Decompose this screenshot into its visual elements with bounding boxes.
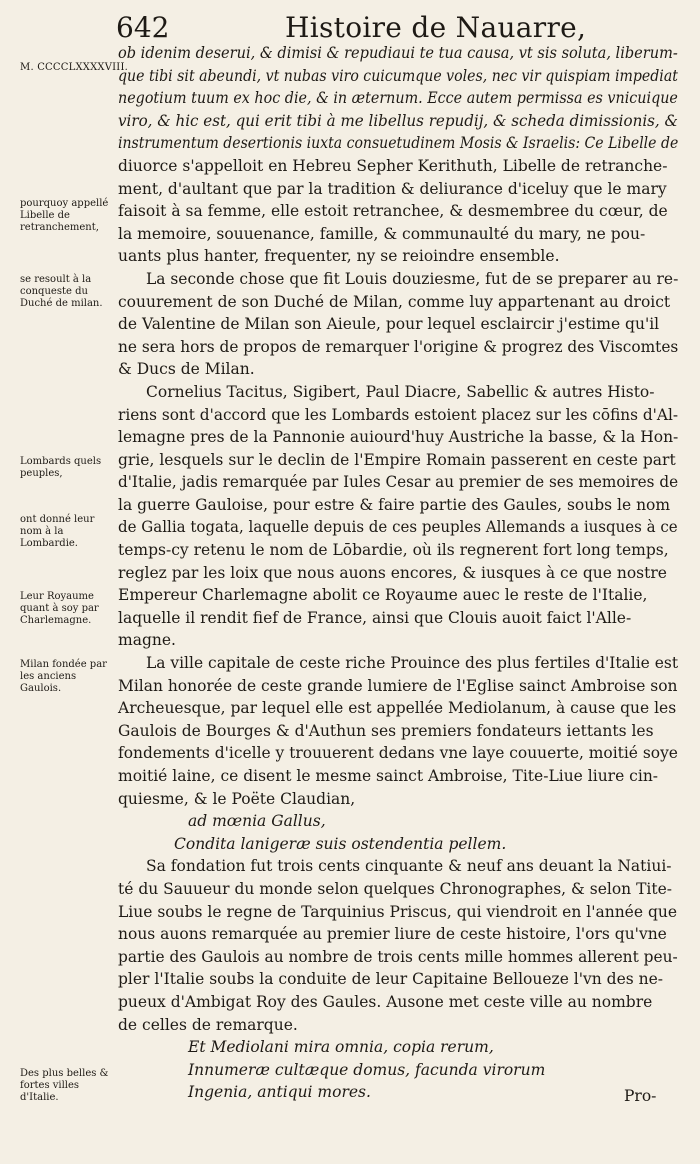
text-line: uants plus hanter, frequenter, ny se reioindre ensemble.	[118, 247, 560, 266]
margin-year: M. CCCCLXXXXVIII.	[20, 62, 128, 73]
text-line: negotium tuum ex hoc die, & in æternum. Ecce autem permissa es vnicuique	[118, 89, 678, 108]
verse-line: Condita lanigeræ suis ostendentia pellem.	[174, 834, 507, 853]
margin-note: Leur Royaume quant à soy par Charlemagne.	[20, 591, 99, 626]
text-line: Archeuesque, par lequel elle est appellée Mediolanum, à cause que les	[118, 699, 677, 718]
text-line: d'Italie, jadis remarquée par Iules Cesar au premier de ses memoires de	[118, 473, 679, 492]
text-line: reglez par les loix que nous auons encores, & iusques à ce que nostre	[118, 563, 667, 582]
text-line: partie des Gaulois au nombre de trois cents mille hommes allerent peu-	[118, 947, 678, 966]
margin-note: pourquoy appellé Libelle de retranchement,	[20, 198, 109, 233]
text-line: de celles de remarque.	[118, 1015, 298, 1034]
text-line: ne sera hors de propos de remarquer l'origine & progrez des Viscomtes	[118, 337, 679, 356]
text-line: La ville capitale de ceste riche Prouince des plus fertiles d'Italie est	[145, 654, 679, 673]
text-line: pueux d'Ambigat Roy des Gaules. Ausone met ceste ville au nombre	[118, 992, 653, 1011]
text-line: que tibi sit abeundi, vt nubas viro cuicumque voles, nec vir quispiam impediat	[118, 66, 678, 85]
text-line: la guerre Gauloise, pour estre & faire partie des Gaules, soubs le nom	[118, 495, 671, 514]
text-line: couurement de son Duché de Milan, comme luy appartenant au droict	[118, 292, 671, 311]
text-line: grie, lesquels sur le declin de l'Empire Romain passerent en ceste part	[118, 450, 676, 469]
margin-note: Milan fondée par les anciens Gaulois.	[20, 659, 107, 694]
text-line: instrumentum desertionis iuxta consuetudinem Mosis & Israelis: Ce Libelle de	[118, 134, 679, 153]
text-line: ob idenim deserui, & dimisi & repudiaui te tua causa, vt sis soluta, liberum-	[118, 44, 678, 62]
text-line: viro, & hic est, qui erit tibi à me libellus repudij, & scheda dimissionis, &	[118, 111, 678, 130]
text-line: Empereur Charlemagne abolit ce Royaume auec le reste de l'Italie,	[118, 586, 648, 605]
text-line: magne.	[118, 631, 176, 650]
margin-note: ont donné leur nom à la Lombardie.	[20, 514, 95, 549]
text-line: de Valentine de Milan son Aieule, pour lequel esclaircir j'estime qu'il	[118, 315, 660, 334]
text-line: de Gallia togata, laquelle depuis de ces peuples Allemands a iusques à ce	[118, 518, 678, 537]
text-line: Milan honorée de ceste grande lumiere de l'Eglise sainct Ambroise son	[118, 676, 678, 695]
text-line: riens sont d'accord que les Lombards estoient placez sur les cōfins d'Al-	[118, 405, 679, 424]
running-title: Histoire de Nauarre,	[285, 11, 587, 44]
page-number: 642	[116, 11, 170, 44]
text-line: Gaulois de Bourges & d'Authun ses premiers fondateurs iettants les	[118, 721, 654, 740]
text-line: quiesme, & le Poëte Claudian,	[118, 789, 356, 808]
text-line: ment, d'aultant que par la tradition & deliurance d'iceluy que le mary	[118, 179, 667, 198]
text-line: lemagne pres de la Pannonie auiourd'huy Austriche la basse, & la Hon-	[118, 428, 679, 447]
text-line: faisoit à sa femme, elle estoit retranchee, & desmembree du cœur, de	[118, 202, 668, 221]
verse-line: Innumeræ cultæque domus, facunda virorum	[188, 1060, 546, 1079]
text-line: Cornelius Tacitus, Sigibert, Paul Diacre, Sabellic & autres Histo-	[146, 382, 655, 401]
text-line: fondements d'icelle y trouuerent dedans vne laye couuerte, moitié soye	[118, 744, 678, 763]
text-line: moitié laine, ce disent le mesme sainct Ambroise, Tite-Liue liure cin-	[118, 767, 659, 785]
margin-note: Des plus belles & fortes villes d'Italie.	[20, 1068, 109, 1103]
text-line: diuorce s'appelloit en Hebreu Sepher Kerithuth, Libelle de retranche-	[118, 156, 668, 175]
text-line: Sa fondation fut trois cents cinquante & neuf ans deuant la Natiui-	[146, 857, 672, 876]
text-line: pler l'Italie soubs la conduite de leur Capitaine Belloueze l'vn des ne-	[118, 970, 664, 989]
text-line: laquelle il rendit fief de France, ainsi que Clouis auoit faict l'Alle-	[118, 608, 632, 627]
margin-note: Lombards quels peuples,	[20, 456, 102, 479]
text-line: nous auons remarquée au premier liure de ceste histoire, l'ors qu'vne	[118, 925, 667, 944]
verse-line: Et Mediolani mira omnia, copia rerum,	[188, 1038, 494, 1057]
text-line: la memoire, souuenance, famille, & communaulté du mary, ne pou-	[118, 224, 646, 243]
verse-line: Ingenia, antiqui mores.	[188, 1083, 371, 1102]
margin-note: se resoult à la conqueste du Duché de milan.	[20, 274, 103, 309]
catchword: Pro-	[624, 1087, 657, 1105]
text-line: té du Sauueur du monde selon quelques Chronographes, & selon Tite-	[118, 879, 673, 898]
main-text	[118, 42, 678, 1104]
text-line: La seconde chose que fit Louis douziesme, fut de se preparer au re-	[145, 269, 679, 288]
text-line: & Ducs de Milan.	[118, 360, 255, 379]
text-line: Liue soubs le regne de Tarquinius Priscus, qui viendroit en l'année que	[118, 902, 678, 921]
verse-line: ad mœnia Gallus,	[188, 812, 326, 831]
text-line: temps-cy retenu le nom de Lōbardie, où ils regnerent fort long temps,	[118, 541, 669, 560]
